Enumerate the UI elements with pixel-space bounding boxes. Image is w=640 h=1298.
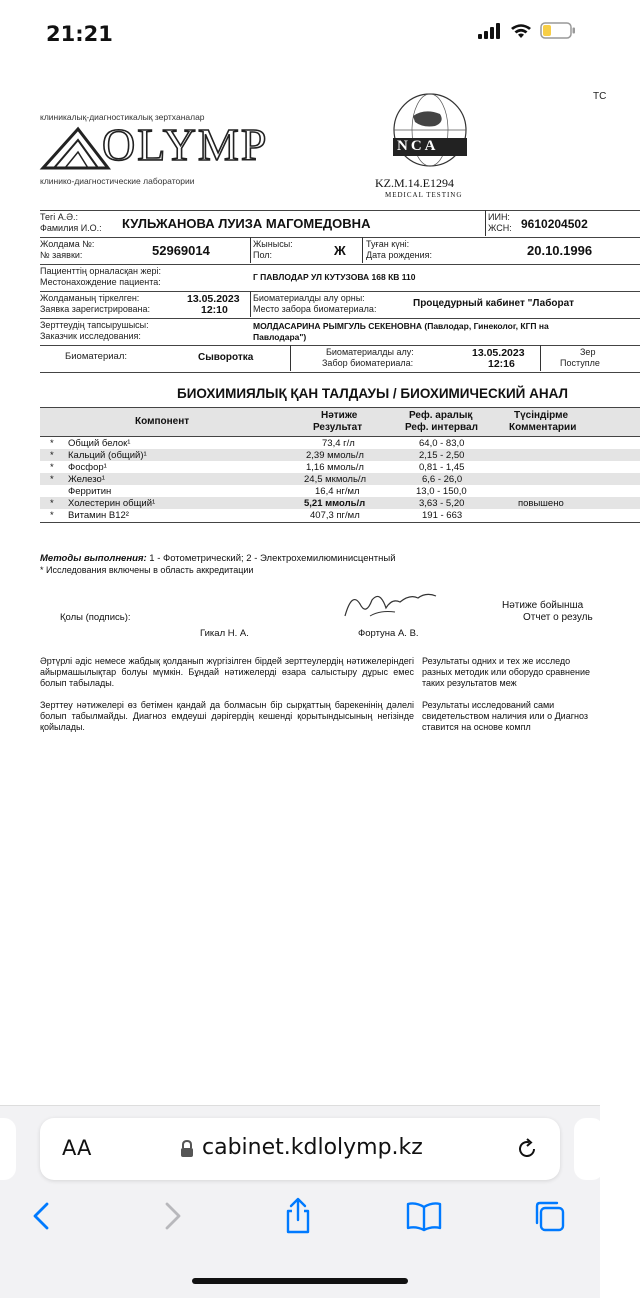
received-label-ru: Поступле [560,358,600,368]
methods-line [40,553,396,564]
lock-icon [180,1140,194,1158]
disclaimer-ru-2: Результаты исследований сами свидетельством наличия или о Диагноз ставится на основе компл [422,700,588,732]
disclaimer-kz-2: Зерттеу нәтижелері өз бетімен қандай да болмасын бір сырқаттың барекенінің дәлелі болып табылмайды. Диагноз емдеушi дәрігердің кешенді қорытындысының негізінде қойылады. [40,700,414,732]
biomaterial-label: Биоматериал: [65,351,128,362]
registered-label-ru: Заявка зарегистрирована: [40,304,151,314]
name-label-kz: Тегі А.Ә.: [40,212,79,222]
customer-label-kz: Зерттеудің тапсырушысы: [40,320,149,330]
row-mark: * [50,438,54,449]
row-result: 2,39 ммоль/л [306,450,364,461]
accreditation-note: * Исследования включены в область аккредитации [40,565,254,575]
table-row [40,509,640,521]
methods-text: 1 - Фотометрический; 2 - Электрохемилюминисцентный [146,553,396,564]
row-component: Кальций (общий)¹ [68,450,147,461]
row-component: Железо¹ [68,474,105,485]
iin-label-ru: ЖСН: [488,223,512,233]
table-row [40,437,640,449]
row-mark: * [50,474,54,485]
signer-1: Гикал Н. А. [200,628,249,639]
table-row [40,461,640,473]
text-size-button[interactable]: AA [62,1136,92,1160]
row-component: Витамин B12² [68,510,129,521]
signature-icon [340,586,440,626]
patient-name: КУЛЬЖАНОВА ЛУИЗА МАГОМЕДОВНА [122,216,371,231]
iin-label-kz: ИИН: [488,212,510,222]
customer-label-ru: Заказчик исследования: [40,331,141,341]
customer-line-1: МОЛДАСАРИНА РЫМГУЛЬ СЕКЕНОВНА (Павлодар, Гинеколог, КГП на [253,321,549,331]
result-by-ru: Отчет о резуль [523,612,593,623]
report-title: БИОХИМИЯЛЫҚ ҚАН ТАЛДАУЫ / БИОХИМИЧЕСКИЙ АНАЛ [177,386,568,401]
status-bar [0,0,600,70]
header-result-kz: Нәтиже [321,410,358,421]
share-icon[interactable] [278,1196,318,1236]
next-tab-preview[interactable] [574,1118,604,1180]
corner-text: TC [593,91,607,102]
table-row [40,473,640,485]
row-result: 407,3 пг/мл [310,510,360,521]
row-ref: 6,6 - 26,0 [422,474,463,485]
tabs-icon[interactable] [530,1196,570,1236]
row-ref: 3,63 - 5,20 [419,498,465,509]
certificate-number: KZ.M.14.E1294 [375,176,454,190]
row-component: Ферритин [68,486,112,497]
patient-sex: Ж [334,243,346,258]
lab-logo-text: OLYMP [102,119,269,170]
results-table-header [40,407,640,437]
forward-icon[interactable] [152,1196,192,1236]
cellular-signal-icon [478,23,502,39]
location-label-kz: Пациенттің орналасқан жері: [40,266,162,276]
order-number: 52969014 [152,243,210,258]
url-text[interactable]: cabinet.kdlolymp.kz [202,1135,423,1160]
header-component: Компонент [135,416,190,427]
header-comment-kz: Түсіндірме [514,410,569,421]
table-row [40,497,640,509]
table-row [40,449,640,461]
report-document [40,80,607,820]
row-comment: повышено [518,498,564,509]
row-ref: 2,15 - 2,50 [419,450,465,461]
sex-label-ru: Пол: [253,250,273,260]
patient-location: Г ПАВЛОДАР УЛ КУТУЗОВА 168 КВ 110 [253,272,416,282]
lab-name-ru: клинико-диагностические лаборатории [40,176,195,186]
back-icon[interactable] [22,1196,62,1236]
collected-date: 13.05.2023 [472,347,525,359]
collected-time: 12:16 [488,358,515,370]
methods-label: Методы выполнения: [40,553,147,564]
sex-label-kz: Жынысы: [253,239,293,249]
dob-label-kz: Туған күні: [366,239,410,249]
result-by-kz: Нәтиже бойынша [502,600,584,611]
row-result: 1,16 ммоль/л [306,462,364,473]
header-ref-kz: Реф. аралық [409,410,473,421]
registered-label-kz: Жолдаманың тіркелген: [40,293,140,303]
row-mark: * [50,462,54,473]
header-comment-ru: Комментарии [509,422,577,433]
status-icons [478,22,576,39]
order-label-ru: № заявки: [40,250,83,260]
row-ref: 64,0 - 83,0 [419,438,465,449]
row-result: 24,5 мкмоль/л [304,474,367,485]
row-component: Фосфор¹ [68,462,107,473]
row-mark: * [50,450,54,461]
customer-line-2: Павлодара") [253,332,307,342]
seal-abbreviation: NCA [397,138,439,154]
disclaimer-kz-1: Әртүрлі әдіс немесе жабдық қолданып жүргізілген бірдей зерттеулердің нәтижелеріндегі айырмашылықтар болуы мүмкін. Бұндай нәтижелерді өзара салыстыру дұрыс емес болып табылады. [40,656,414,688]
header-ref-ru: Реф. интервал [405,422,478,433]
row-mark: * [50,510,54,521]
row-ref: 191 - 663 [422,510,463,521]
disclaimer-ru-1: Результаты одних и тех же исследо разных методик или оборудо сравнение таких результатов меж [422,656,591,688]
row-mark: * [50,498,54,509]
location-label-ru: Местонахождение пациента: [40,277,161,287]
collection-place-label-kz: Биоматериалды алу орны: [253,293,365,303]
home-indicator [192,1278,408,1284]
collection-place-label-ru: Место забора биоматериала: [253,304,377,314]
row-component: Общий белок¹ [68,438,131,449]
biomaterial-value: Сыворотка [198,352,254,363]
signature-label: Қолы (подпись): [60,612,131,623]
header-result-ru: Результат [313,422,363,433]
row-ref: 13,0 - 150,0 [416,486,467,497]
address-bar[interactable] [40,1118,560,1180]
collected-label-ru: Забор биоматериала: [322,358,414,368]
divider [40,210,640,211]
signer-2: Фортуна А. В. [358,628,419,639]
patient-dob: 20.10.1996 [527,243,593,258]
battery-icon [540,22,576,39]
table-row [40,485,640,497]
row-component: Холестерин общий¹ [68,498,156,509]
row-ref: 0,81 - 1,45 [419,462,465,473]
row-result: 5,21 ммоль/л [304,498,366,509]
globe-seal-icon [385,90,475,170]
accreditation-seal [375,88,485,198]
olymp-triangle-icon [40,126,110,170]
patient-iin: 9610204502 [521,217,588,231]
row-result: 16,4 нг/мл [315,486,360,497]
order-label-kz: Жолдама №: [40,239,95,249]
name-label-ru: Фамилия И.О.: [40,223,102,233]
previous-tab-preview[interactable] [0,1118,16,1180]
wifi-icon [510,23,532,39]
row-result: 73,4 г/л [322,438,355,449]
lab-name-kz: клиникалық-диагностикалық зертханалар [40,112,205,122]
olymp-logo [40,119,280,174]
collected-label-kz: Биоматериалды алу: [326,347,414,357]
registered-time: 12:10 [201,304,228,316]
received-label-kz: Зер [580,347,596,357]
dob-label-ru: Дата рождения: [366,250,432,260]
certificate-label: MEDICAL TESTING [385,191,463,199]
registered-date: 13.05.2023 [187,293,240,305]
collection-place: Процедурный кабинет "Лаборат [413,298,575,309]
status-time: 21:21 [46,22,113,46]
bookmarks-icon[interactable] [404,1196,444,1236]
reload-icon[interactable] [515,1137,539,1161]
